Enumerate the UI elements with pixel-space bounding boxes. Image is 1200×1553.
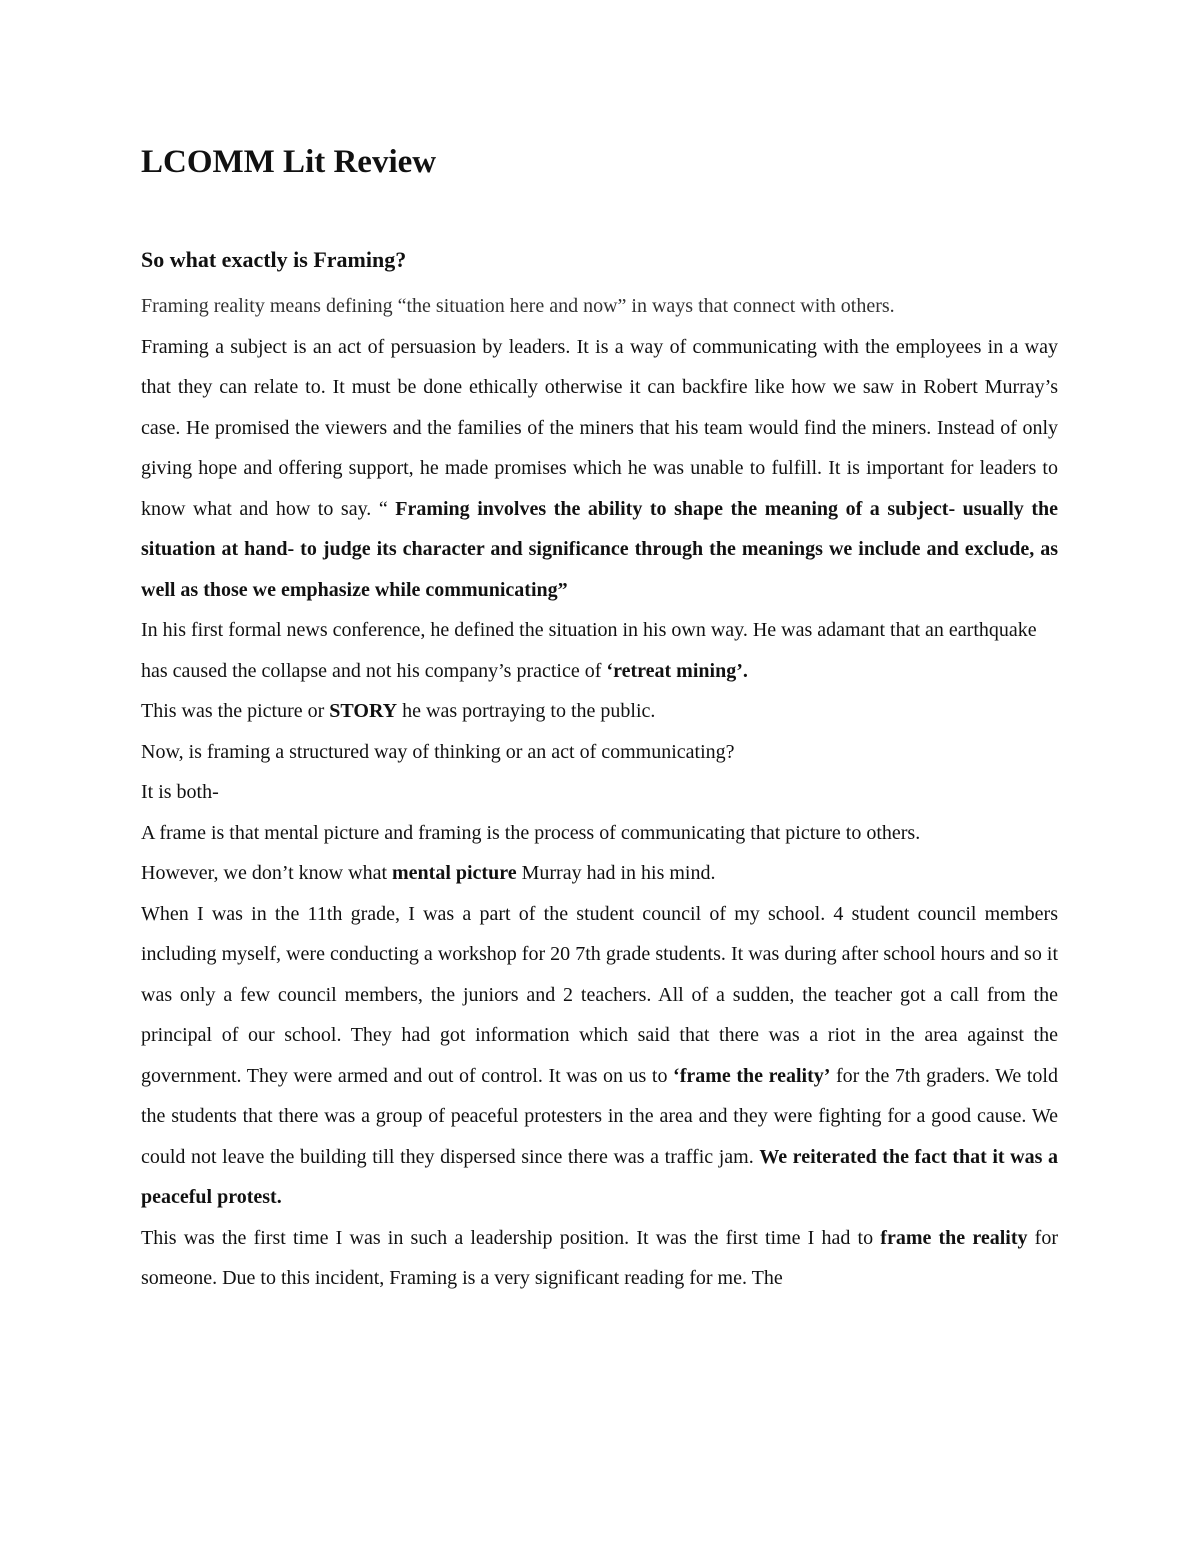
body-text [141, 286, 1058, 1299]
heading-bold-term: Framing? [313, 247, 407, 272]
paragraph-leadership [141, 1218, 1058, 1299]
framing-quote: Framing involves the ability to shape the meaning of a subject- usually the situation at hand- to judge its character and significance through the meanings we include and exclude, as well as those we emphasize while communicating” [141, 497, 1058, 601]
mental-picture-after: Murray had in his mind. [516, 862, 716, 884]
paragraph-mental-picture [141, 853, 1058, 894]
retreat-mining-term: ‘retreat mining’. [606, 659, 748, 682]
mental-picture-term: mental picture [392, 862, 517, 884]
paragraph-news-conference [141, 610, 1058, 691]
section-heading [141, 243, 406, 277]
paragraph-answer: It is both- [141, 781, 219, 803]
leadership-text-1: This was the first time I was in such a leadership position. It was the first time I had to [141, 1226, 881, 1249]
student-council-text-1: When I was in the 11th grade, I was a part of the student council of my school. 4 student council members including myself, were conducting a workshop for 20 7th grade students. It was during after school hours and so it was only a few council members, the juniors and 2 teachers. All of a sudden, the teacher got a call from the principal of our school. They had got information which said that there was a riot in the area against the government. They were armed and out of control. It was on us to [141, 902, 1058, 1087]
story-before: This was the picture or [141, 700, 330, 722]
peaceful-protest-emphasis: We reiterated the fact that it was a peaceful protest. [141, 1145, 1059, 1208]
paragraph-student-council [141, 894, 1058, 1218]
news-conference-text: In his first formal news conference, he defined the situation in his own way. He was adamant that an earthquake has caused the collapse and not his company’s practice of [141, 619, 1037, 682]
leadership-text-2: for someone. Due to this incident, Framing is a very significant reading for me. The [141, 1226, 1059, 1289]
frame-the-reality-term: frame the reality [880, 1226, 1028, 1249]
paragraph-definition: Framing reality means defining “the situation here and now” in ways that connect with others. [141, 295, 895, 317]
paragraph-question: Now, is framing a structured way of thinking or an act of communicating? [141, 740, 735, 763]
paragraph-persuasion [141, 327, 1058, 611]
paragraph-persuasion-text: Framing a subject is an act of persuasion by leaders. It is a way of communicating with the employees in a way that they can relate to. It must be done ethically otherwise it can backfire like how we saw in Robert Murray’s case. He promised the viewers and the families of the miners that his team would find the miners. Instead of only giving hope and offering support, he made promises which he was unable to fulfill. It is important for leaders to know what and how to say. “ [141, 335, 1058, 520]
frame-the-reality-quote: ‘frame the reality’ [673, 1064, 831, 1087]
story-after: he was portraying to the public. [397, 700, 656, 722]
document-title: LCOMM Lit Review [141, 144, 437, 180]
heading-prefix: So what exactly is [141, 247, 314, 272]
student-council-text-2: for the 7th graders. We told the students that there was a group of peaceful protesters in the area and they were fighting for a good cause. We could not leave the building till they dispersed since there was a traffic jam. [141, 1064, 1058, 1168]
paragraph-frame-definition: A frame is that mental picture and framing is the process of communicating that picture to others. [141, 821, 921, 844]
mental-picture-before: However, we don’t know what [141, 862, 392, 884]
story-term: STORY [329, 700, 398, 722]
paragraph-story [141, 691, 1058, 732]
